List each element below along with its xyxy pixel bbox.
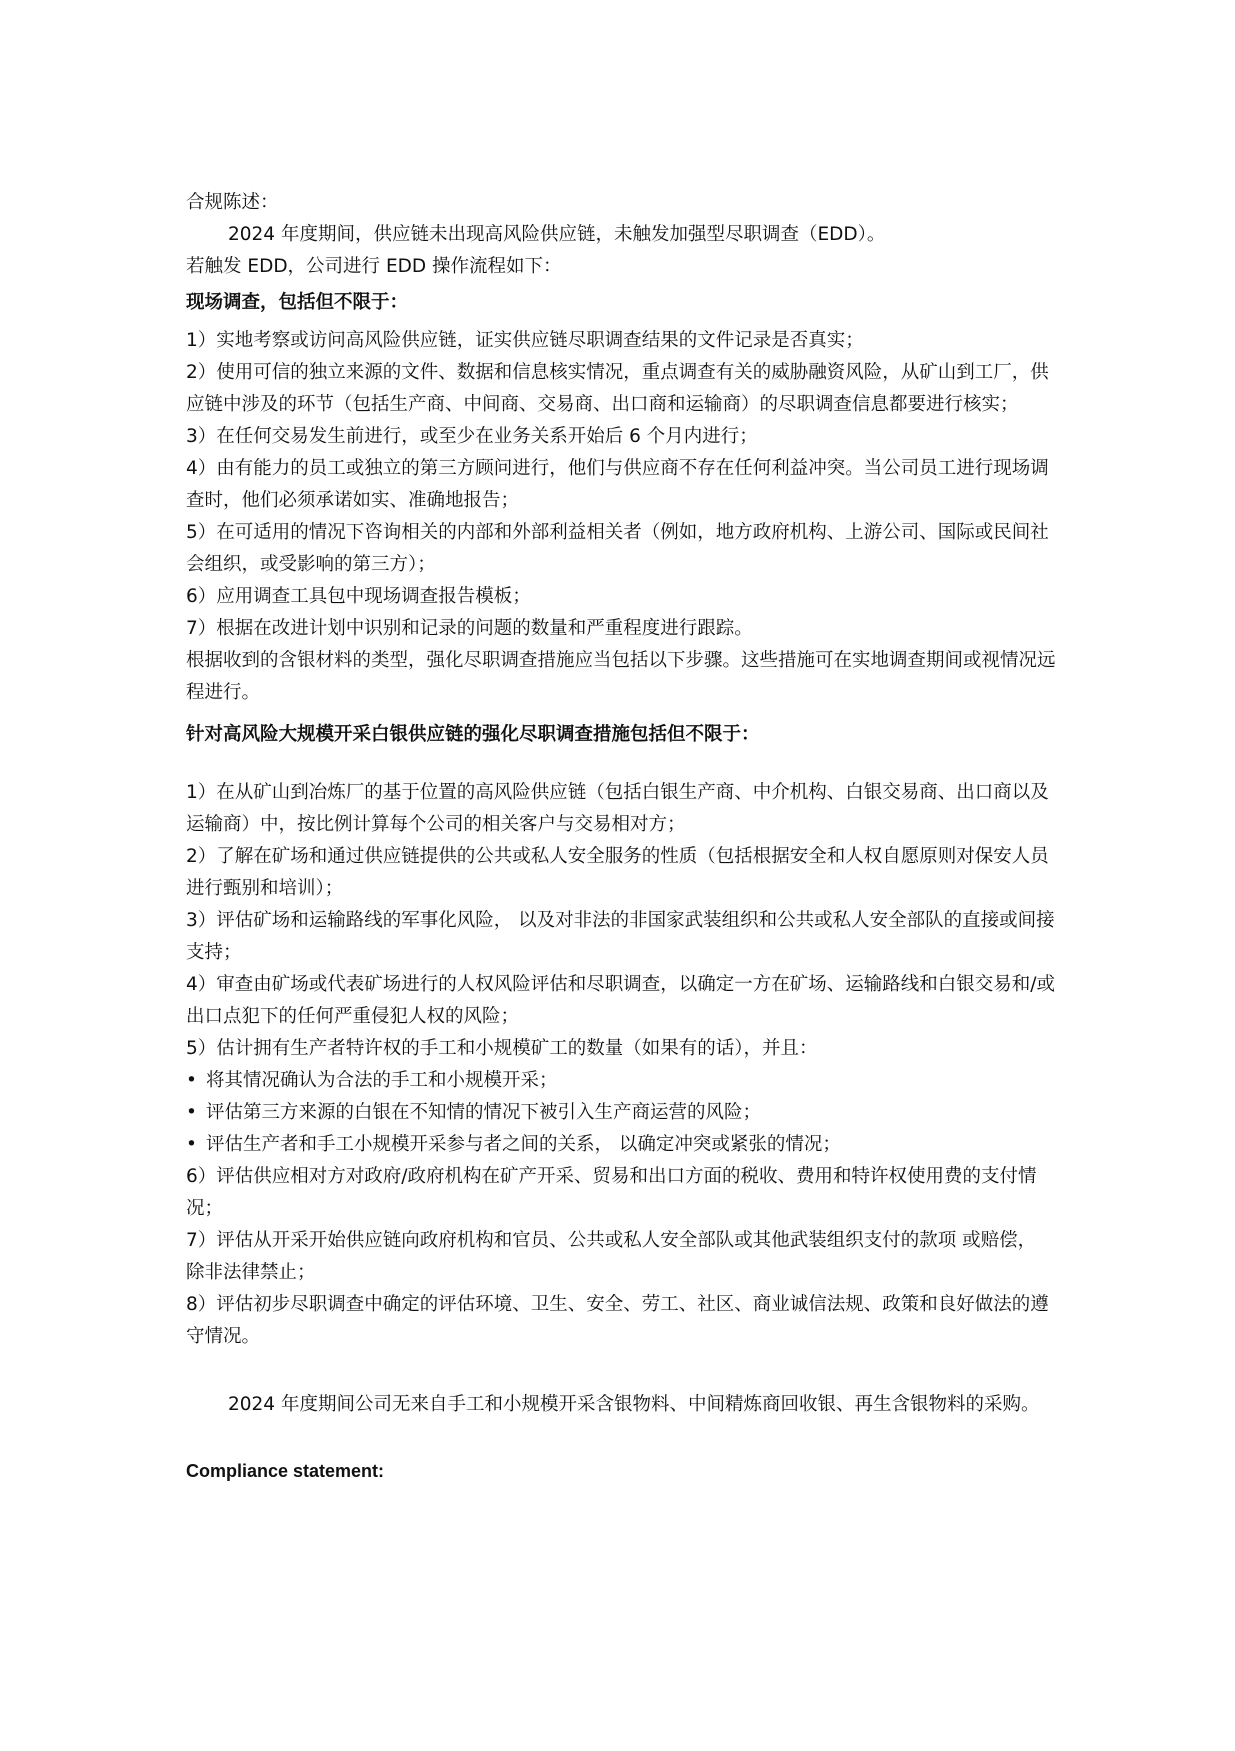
- section1-heading: 现场调查，包括但不限于：: [186, 292, 409, 313]
- list-item: 2）了解在矿场和通过供应链提供的公共或私人安全服务的性质（包括根据安全和人权自愿原则对保安人员进行甄别和培训）；: [186, 846, 1049, 899]
- list-item: 1）在从矿山到冶炼厂的基于位置的高风险供应链（包括白银生产商、中介机构、白银交易商、出口商以及运输商）中，按比例计算每个公司的相关客户与交易相对方；: [186, 782, 1049, 835]
- list-item: 7）根据在改进计划中识别和记录的问题的数量和严重程度进行跟踪。: [186, 618, 753, 639]
- list-item: 4）审查由矿场或代表矿场进行的人权风险评估和尽职调查，以确定一方在矿场、运输路线和白银交易和/或出口点犯下的任何严重侵犯人权的风险；: [186, 974, 1056, 1027]
- bullet-item: [186, 1129, 1056, 1161]
- list-item: 5）估计拥有生产者特许权的手工和小规模矿工的数量（如果有的话），并且：: [186, 1038, 818, 1059]
- list-item: 8）评估初步尽职调查中确定的评估环境、卫生、安全、劳工、社区、商业诚信法规、政策和良好做法的遵守情况。: [186, 1294, 1049, 1347]
- bullet-text: 评估生产者和手工小规模开采参与者之间的关系， 以确定冲突或紧张的情况；: [206, 1134, 841, 1155]
- list-item: 6）评估供应相对方对政府/政府机构在矿产开采、贸易和出口方面的税收、费用和特许权使用费的支付情况；: [186, 1166, 1037, 1219]
- list-item: 6）应用调查工具包中现场调查报告模板；: [186, 586, 531, 607]
- closing-paragraph: 2024 年度期间公司无来自手工和小规模开采含银物料、中间精炼商回收银、再生含银物料的采购。: [228, 1394, 1040, 1415]
- bullet-mark: •: [186, 1102, 197, 1123]
- bullet-text: 将其情况确认为合法的手工和小规模开采；: [206, 1070, 558, 1091]
- list-item: 3）在任何交易发生前进行，或至少在业务关系开始后 6 个月内进行；: [186, 426, 758, 447]
- english-heading: Compliance statement:: [186, 1461, 385, 1481]
- intro-paragraph: 2024 年度期间，供应链未出现高风险供应链，未触发加强型尽职调查（EDD）。: [228, 224, 886, 245]
- bullet-item: [186, 1065, 1056, 1097]
- list-item: 7）评估从开采开始供应链向政府机构和官员、公共或私人安全部队或其他武装组织支付的款项 或赔偿， 除非法律禁止；: [186, 1230, 1037, 1283]
- list-item: 3）评估矿场和运输路线的军事化风险， 以及对非法的非国家武装组织和公共或私人安全部队的直接或间接支持；: [186, 910, 1055, 963]
- section2-heading: 针对高风险大规模开采白银供应链的强化尽职调查措施包括但不限于：: [186, 724, 760, 745]
- bullet-mark: •: [186, 1134, 197, 1155]
- document-body: [186, 187, 1056, 1487]
- list-item: 1）实地考察或访问高风险供应链，证实供应链尽职调查结果的文件记录是否真实；: [186, 330, 864, 351]
- list-item: 4）由有能力的员工或独立的第三方顾问进行，他们与供应商不存在任何利益冲突。当公司员工进行现场调查时，他们必须承诺如实、准确地报告；: [186, 458, 1049, 511]
- list-item: 5）在可适用的情况下咨询相关的内部和外部利益相关者（例如，地方政府机构、上游公司、国际或民间社会组织，或受影响的第三方）；: [186, 522, 1049, 575]
- doc-title: 合规陈述：: [186, 192, 279, 213]
- bullet-mark: •: [186, 1070, 197, 1091]
- edd-process-line: 若触发 EDD，公司进行 EDD 操作流程如下：: [186, 256, 562, 277]
- list-item: 2）使用可信的独立来源的文件、数据和信息核实情况，重点调查有关的威胁融资风险，从矿山到工厂，供应链中涉及的环节（包括生产商、中间商、交易商、出口商和运输商）的尽职调查信息都要进行核实；: [186, 362, 1049, 415]
- bullet-item: [186, 1097, 1056, 1129]
- section1-note: 根据收到的含银材料的类型，强化尽职调查措施应当包括以下步骤。这些措施可在实地调查期间或视情况远程进行。: [186, 650, 1056, 703]
- bullet-text: 评估第三方来源的白银在不知情的情况下被引入生产商运营的风险；: [206, 1102, 762, 1123]
